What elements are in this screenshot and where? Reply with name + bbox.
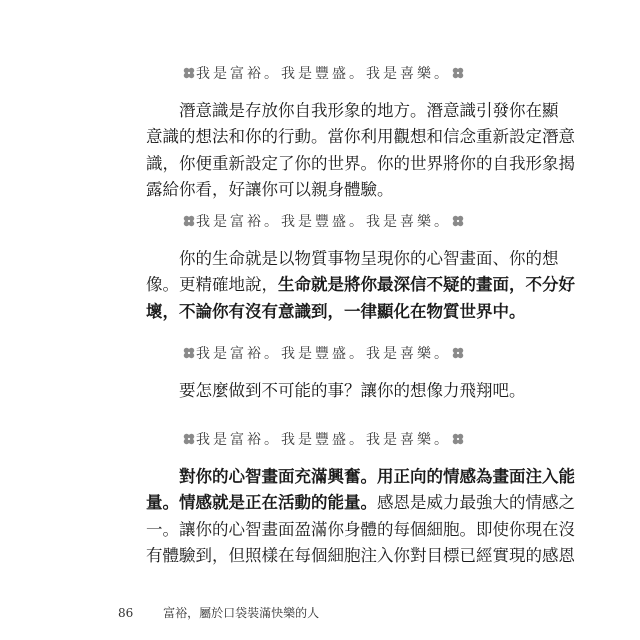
text-line xyxy=(146,124,575,150)
paragraph xyxy=(146,98,575,203)
paragraph xyxy=(146,464,575,569)
text-line xyxy=(146,543,575,569)
text-line xyxy=(146,177,496,203)
text-run: 你的生命就是以物質事物呈現你的心智畫面、你的想 xyxy=(179,249,559,268)
page-number: 86 xyxy=(118,606,134,620)
text-line xyxy=(146,378,526,404)
four-leaf-clover-icon xyxy=(182,432,196,446)
text-line xyxy=(146,98,559,124)
divider-text: 我是富裕。我是豐盛。我是喜樂。 xyxy=(196,214,451,230)
section-divider xyxy=(182,62,462,84)
page-footer xyxy=(118,604,319,621)
paragraph xyxy=(146,378,526,404)
text-run: 識，你便重新設定了你的世界。你的世界將你的自我形象揭 xyxy=(146,153,575,173)
divider-text: 我是富裕。我是豐盛。我是喜樂。 xyxy=(196,66,451,82)
text-run: 要怎麼做到不可能的事？讓你的想像力飛翔吧。 xyxy=(179,381,526,400)
section-divider xyxy=(182,428,462,450)
bold-text-run: 生命就是將你最深信不疑的畫面，不分好 xyxy=(278,275,575,295)
four-leaf-clover-icon xyxy=(451,214,465,228)
four-leaf-clover-icon xyxy=(451,346,465,360)
text-run: 感恩是威力最強大的情感之 xyxy=(377,493,575,513)
text-run: 意識的想法和你的行動。當你利用觀想和信念重新設定潛意 xyxy=(146,127,575,147)
text-run: 潛意識是存放你自我形象的地方。潛意識引發你在顯 xyxy=(179,101,559,120)
text-run: 有體驗到，但照樣在每個細胞注入你對目標已經實現的感恩 xyxy=(146,545,575,565)
four-leaf-clover-icon xyxy=(182,214,196,228)
four-leaf-clover-icon xyxy=(451,432,465,446)
bold-text-run: 對你的心智畫面充滿興奮。用正向的情感為畫面注入能 xyxy=(179,467,575,486)
four-leaf-clover-icon xyxy=(182,346,196,360)
four-leaf-clover-icon xyxy=(182,66,196,80)
text-line xyxy=(146,272,575,298)
four-leaf-clover-icon xyxy=(451,66,465,80)
text-run: 像。更精確地說， xyxy=(146,275,278,295)
section-divider xyxy=(182,210,462,232)
bold-text-run: 量。情感就是正在活動的能量。 xyxy=(146,493,377,513)
text-line xyxy=(146,151,575,177)
text-line xyxy=(146,517,575,543)
text-line xyxy=(146,246,559,272)
text-line xyxy=(146,299,526,325)
section-divider xyxy=(182,342,462,364)
text-line xyxy=(146,490,575,516)
paragraph xyxy=(146,246,575,325)
bold-text-run: 壞，不論你有沒有意識到，一律顯化在物質世界中。 xyxy=(146,301,526,321)
running-title: 富裕，屬於口袋裝滿快樂的人 xyxy=(163,606,320,620)
divider-text: 我是富裕。我是豐盛。我是喜樂。 xyxy=(196,432,451,448)
divider-text: 我是富裕。我是豐盛。我是喜樂。 xyxy=(196,346,451,362)
text-run: 一。讓你的心智畫面盈滿你身體的每個細胞。即使你現在沒 xyxy=(146,519,575,539)
text-run: 露給你看，好讓你可以親身體驗。 xyxy=(146,179,394,199)
text-line xyxy=(146,464,575,490)
